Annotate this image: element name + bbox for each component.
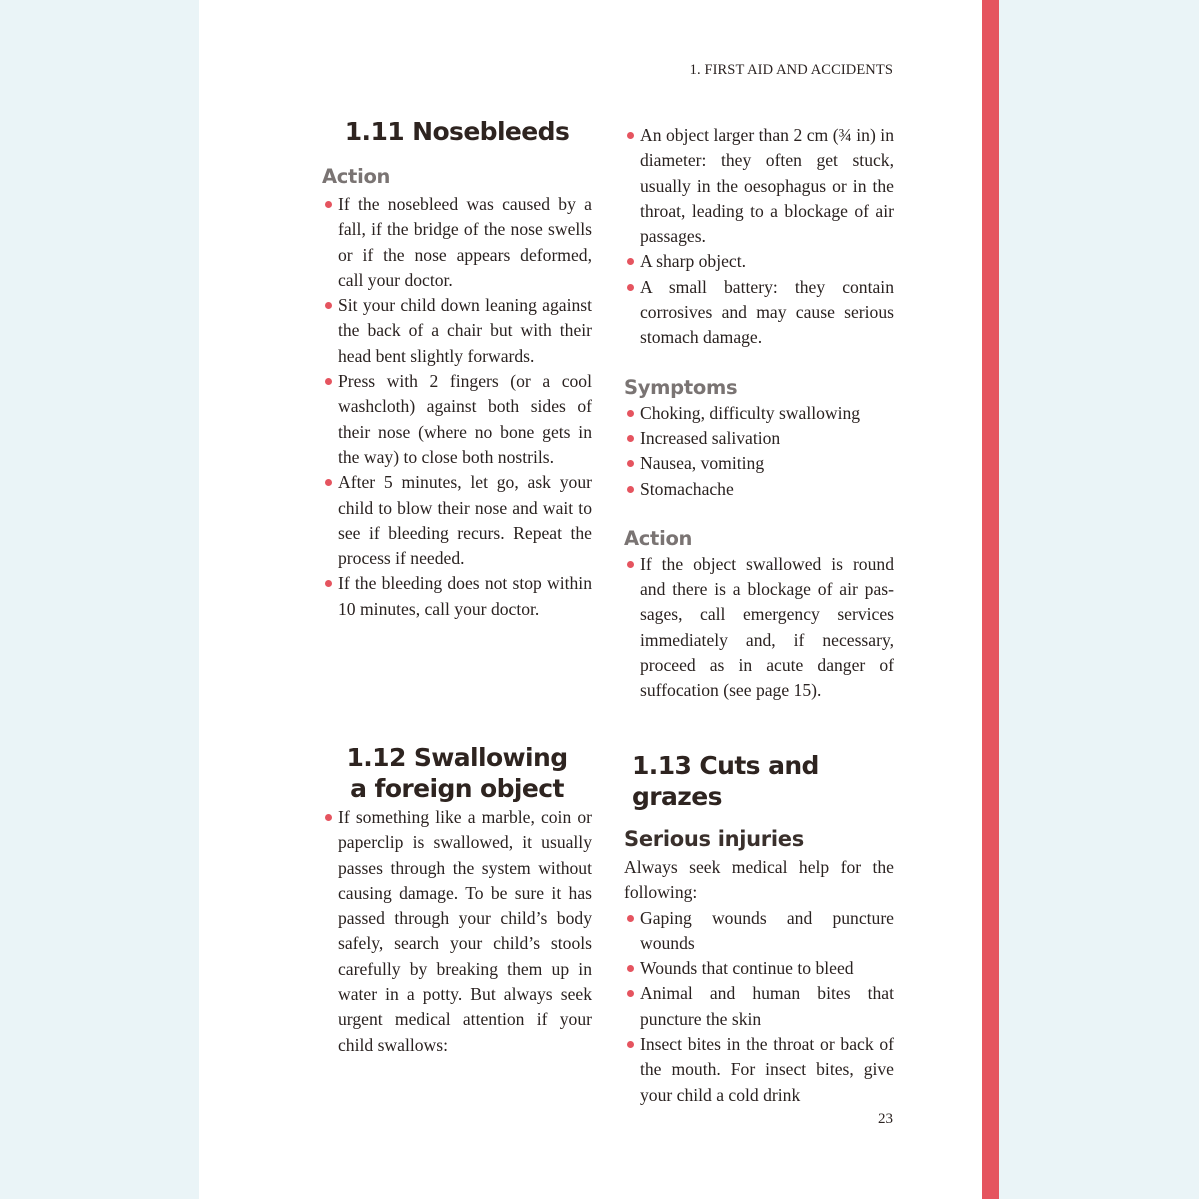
list-item: If the nosebleed was caused by a fall, if the bridge of the nose swells or if the nose appears deformed, call your doctor. [322, 192, 592, 293]
list-item: Wounds that continue to bleed [624, 956, 894, 981]
foreign-object-action-list [624, 552, 894, 704]
list-item: Animal and human bites that puncture the skin [624, 981, 894, 1032]
list-item: Choking, difficulty swallowing [624, 401, 894, 426]
list-item: Insect bites in the throat or back of the mouth. For insect bites, give your child a cold drink [624, 1032, 894, 1108]
list-item: If the object swallowed is round and there is a blockage of air passages, call emergency services immediately and, if necessary, proceed as in acute danger of suffocation (see page 15). [624, 552, 894, 704]
list-item: If the bleeding does not stop within 10 minutes, call your doctor. [322, 571, 592, 622]
bullet-icon [627, 435, 634, 442]
cuts-intro: Always seek medical help for the following: [624, 857, 894, 903]
list-item: Stomachache [624, 477, 894, 502]
list-item: Nausea, vomiting [624, 451, 894, 476]
subheading-action: Action [322, 165, 391, 188]
foreign-object-danger-list [624, 123, 894, 351]
list-item: A sharp object. [624, 249, 894, 274]
bullet-icon [627, 1041, 634, 1048]
bullet-icon [325, 580, 332, 587]
bullet-icon [627, 561, 634, 568]
running-head: 1. FIRST AID AND ACCIDENTS [689, 62, 893, 78]
bullet-icon [627, 915, 634, 922]
bullet-icon [627, 965, 634, 972]
bullet-icon [627, 410, 634, 417]
subheading-serious-injuries: Serious injuries [624, 827, 804, 851]
bullet-icon [325, 814, 332, 821]
bullet-icon [627, 132, 634, 139]
list-item: Press with 2 fingers (or a cool washcloth) against both sides of their nose (where no bone gets in the way) to close both nostrils. [322, 369, 592, 470]
page-number: 23 [878, 1111, 893, 1127]
bullet-icon [325, 479, 332, 486]
serious-injuries-list [624, 906, 894, 1108]
section-nosebleeds [322, 116, 592, 622]
nosebleed-action-list [322, 192, 592, 622]
section-title-foreign-object: 1.12 Swallowing a foreign object [346, 743, 568, 803]
bullet-icon [325, 302, 332, 309]
subheading-symptoms: Symptoms [624, 375, 738, 399]
bullet-icon [627, 990, 634, 997]
section-foreign-object [322, 742, 592, 1058]
list-item: Gaping wounds and puncture wounds [624, 906, 894, 957]
section-title-nosebleeds: 1.11 Nosebleeds [344, 117, 570, 146]
bullet-icon [627, 460, 634, 467]
list-item: A small battery: they contain corrosives and may cause serious stomach damage. [624, 275, 894, 351]
bullet-icon [627, 486, 634, 493]
chapter-edge-tab [982, 0, 999, 1199]
bullet-icon [627, 258, 634, 265]
bullet-icon [627, 284, 634, 291]
list-item: If something like a marble, coin or paperclip is swallowed, it usually passes through the system without causing damage. To be sure it has passed through your child’s body safely, search your child’s stools carefully by breaking them up in water in a potty. But always seek urgent medical attention if your child swallows: [322, 805, 592, 1058]
list-item: After 5 minutes, let go, ask your child to blow their nose and wait to see if bleeding recurs. Repeat the process if needed. [322, 470, 592, 571]
list-item: An object larger than 2 cm (¾ in) in diameter: they often get stuck, usually in the oesophagus or in the throat, leading to a blockage of air passages. [624, 123, 894, 249]
subheading-action-foreign: Action [624, 526, 693, 550]
bullet-icon [325, 201, 332, 208]
list-item: Sit your child down leaning against the back of a chair but with their head bent slightly forwards. [322, 293, 592, 369]
foreign-object-continued [624, 123, 894, 704]
list-item: Increased salivation [624, 426, 894, 451]
foreign-object-intro-list [322, 805, 592, 1058]
section-cuts [624, 750, 894, 1108]
symptoms-list [624, 401, 894, 502]
bullet-icon [325, 378, 332, 385]
section-title-cuts: 1.13 Cuts and grazes [632, 751, 819, 811]
